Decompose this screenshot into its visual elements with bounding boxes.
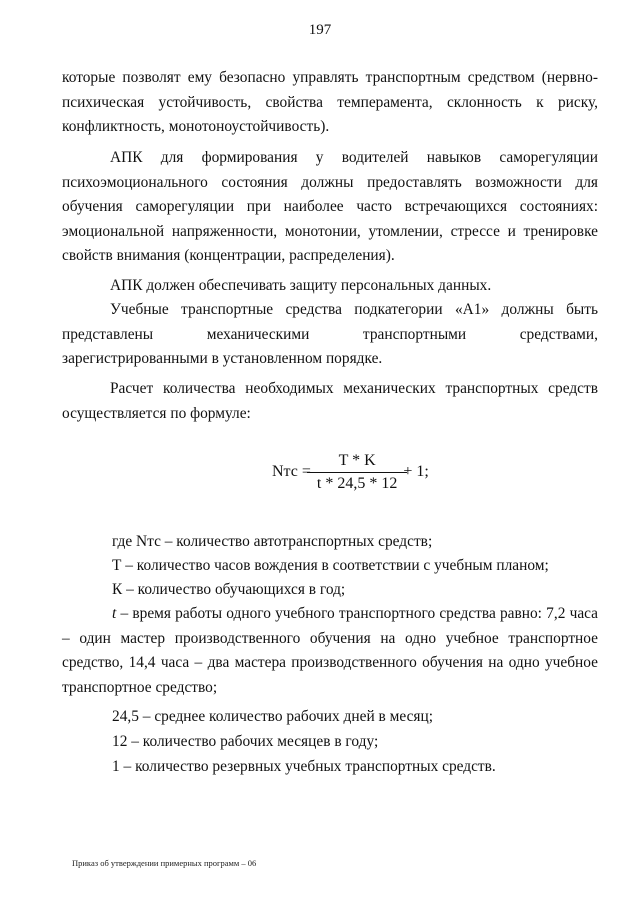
paragraph-calculation-intro: Расчет количества необходимых механических транспортных средств осуществляется по формуле:: [62, 380, 598, 422]
footer-note: Приказ об утверждении примерных программ – 06: [72, 858, 257, 868]
definition-reserve: 1 – количество резервных учебных транспортных средств.: [112, 758, 496, 775]
paragraph-continuation: которые позволят ему безопасно управлять транспортным средством (нервно-психическая устойчивость, свойства темперамента, склонность к риску, конфликтность, монотоноустойчивость).: [62, 69, 598, 135]
definition-k-students: К – количество обучающихся в год;: [112, 581, 346, 598]
definition-t-text: время работы одного учебного транспортного средства равно: 7,2 часа – один мастер производственного обучения на одно учебное транспортное средство, 14,4 часа – два мастера производственного обучения на одно учебное транспортное средство;: [62, 605, 598, 696]
definition-t-time: [62, 602, 598, 700]
formula-rhs: + 1;: [403, 463, 429, 480]
paragraph-apk-selfregulation: АПК для формирования у водителей навыков саморегуляции психоэмоционального состояния должны предоставлять возможности для обучения саморегуляции при наиболее часто встречающихся состояниях: эмоциональной напряженности, монотонии, утомлении, стрессе и тренировке свойств внимания (концентрации, распределения).: [62, 149, 598, 264]
paragraph-apk-data-protection: АПК должен обеспечивать защиту персональных данных.: [110, 277, 492, 294]
definition-days: 24,5 – среднее количество рабочих дней в месяц;: [112, 708, 434, 725]
formula-denominator: t * 24,5 * 12: [316, 474, 398, 492]
page-number: 197: [308, 22, 332, 38]
definition-ntc: где Nтс – количество автотранспортных средств;: [112, 533, 433, 550]
formula-numerator: T * K: [307, 452, 407, 473]
formula-fraction: [317, 452, 397, 493]
definition-t-hours: Т – количество часов вождения в соответствии с учебным планом;: [112, 557, 549, 574]
definition-t-symbol: t –: [112, 605, 129, 622]
paragraph-vehicles-a1: Учебные транспортные средства подкатегории «А1» должны быть представлены механическими транспортными средствами, зарегистрированными в установленном порядке.: [62, 301, 598, 367]
formula-lhs: Nтс =: [272, 463, 311, 480]
vehicle-count-formula: [272, 450, 429, 494]
definition-months: 12 – количество рабочих месяцев в году;: [112, 733, 379, 750]
